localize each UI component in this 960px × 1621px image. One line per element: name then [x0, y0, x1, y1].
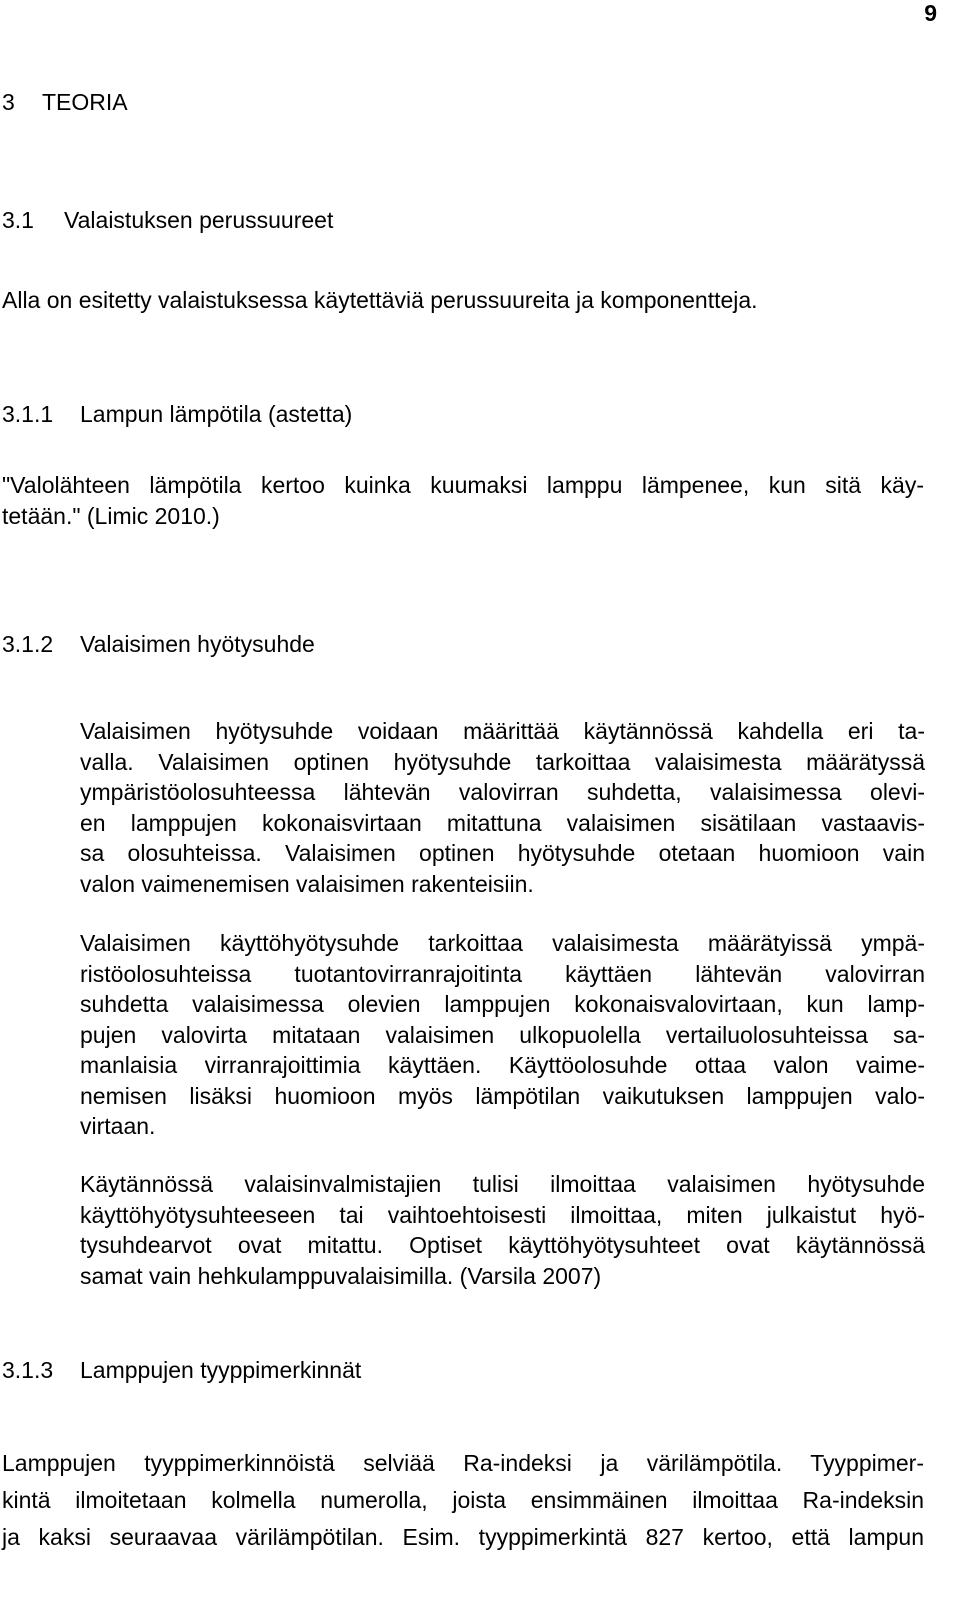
paragraph-optical-efficiency: [80, 716, 925, 899]
subsection-heading-3-1-2: [2, 631, 315, 658]
subsection-title: Lampun lämpötila (astetta): [80, 401, 353, 427]
paragraph-line: samat vain hehkulamppuvalaisimilla. (Varsila 2007): [80, 1262, 602, 1289]
subsection-number: 3.1.1: [2, 401, 54, 427]
paragraph-line: manlaisia virranrajoittimia käyttäen. Käyttöolosuhde ottaa valon vaime-: [80, 1052, 925, 1078]
subsection-heading-3-1-3: [2, 1357, 361, 1384]
paragraph-line: valla. Valaisimen optinen hyötysuhde tarkoittaa valaisimesta määrätyssä: [80, 748, 925, 775]
intro-paragraph: Alla on esitetty valaistuksessa käytettäviä perussuureita ja komponentteja.: [2, 287, 758, 313]
paragraph-line: en lamppujen kokonaisvirtaan mitattuna valaisimen sisätilaan vastaavis-: [80, 809, 925, 836]
section-title: Valaistuksen perussuureet: [64, 207, 334, 233]
paragraph-operating-efficiency: [80, 928, 925, 1142]
paragraph-line: Käytännössä valaisinvalmistajien tulisi ilmoittaa valaisimen hyötysuhde: [80, 1171, 925, 1197]
paragraph-line: Valaisimen hyötysuhde voidaan määrittää käytännössä kahdella eri ta-: [80, 718, 925, 744]
section-heading-3-1: [2, 207, 333, 234]
paragraph-type-markings: [2, 1445, 924, 1556]
page-number: 9: [924, 0, 937, 26]
chapter-title: TEORIA: [42, 89, 128, 115]
paragraph-line: kintä ilmoitetaan kolmella numerolla, joista ensimmäinen ilmoittaa Ra-indeksin: [2, 1487, 924, 1513]
subsection-title: Valaisimen hyötysuhde: [80, 631, 315, 657]
subsection-number: 3.1.3: [2, 1357, 54, 1383]
chapter-heading: [2, 89, 128, 116]
paragraph-line: käyttöhyötysuhteeseen tai vaihtoehtoisesti ilmoittaa, miten julkaistut hyö-: [80, 1201, 925, 1228]
paragraph-line: tysuhdearvot ovat mitattu. Optiset käyttöhyötysuhteet ovat käytännössä: [80, 1232, 925, 1258]
paragraph-line: Valaisimen käyttöhyötysuhde tarkoittaa valaisimesta määrätyissä ympä-: [80, 930, 925, 956]
paragraph-line: valon vaimenemisen valaisimen rakenteisiin.: [80, 870, 534, 897]
subsection-number: 3.1.2: [2, 631, 54, 657]
paragraph-line: Lamppujen tyyppimerkinnöistä selviää Ra-indeksi ja värilämpötila. Tyyppimer-: [2, 1450, 924, 1476]
chapter-number: 3: [2, 89, 15, 115]
paragraph-line: suhdetta valaisimessa olevien lamppujen kokonaisvalovirtaan, kun lamp-: [80, 991, 925, 1017]
paragraph-line: nemisen lisäksi huomioon myös lämpötilan vaikutuksen lamppujen valo-: [80, 1082, 925, 1109]
subsection-title: Lamppujen tyyppimerkinnät: [80, 1357, 362, 1383]
subsection-heading-3-1-1: [2, 401, 352, 428]
paragraph-line: sa olosuhteissa. Valaisimen optinen hyötysuhde otetaan huomioon vain: [80, 840, 925, 866]
paragraph-line: pujen valovirta mitataan valaisimen ulkopuolella vertailuolosuhteissa sa-: [80, 1021, 925, 1048]
paragraph-line: "Valolähteen lämpötila kertoo kuinka kuumaksi lamppu lämpenee, kun sitä käy-: [2, 472, 924, 498]
paragraph-line: ja kaksi seuraavaa värilämpötilan. Esim. tyyppimerkintä 827 kertoo, että lampun: [2, 1524, 924, 1550]
paragraph-line: ympäristöolosuhteessa lähtevän valovirran suhdetta, valaisimessa olevi-: [80, 779, 925, 805]
paragraph-line: tetään." (Limic 2010.): [2, 502, 220, 529]
paragraph-line: virtaan.: [80, 1113, 156, 1139]
paragraph-manufacturer-note: [80, 1169, 925, 1291]
paragraph-line: ristöolosuhteissa tuotantovirranrajoitinta käyttäen lähtevän valovirran: [80, 960, 925, 987]
paragraph-lamp-temperature: [2, 470, 924, 531]
section-number: 3.1: [2, 207, 34, 233]
